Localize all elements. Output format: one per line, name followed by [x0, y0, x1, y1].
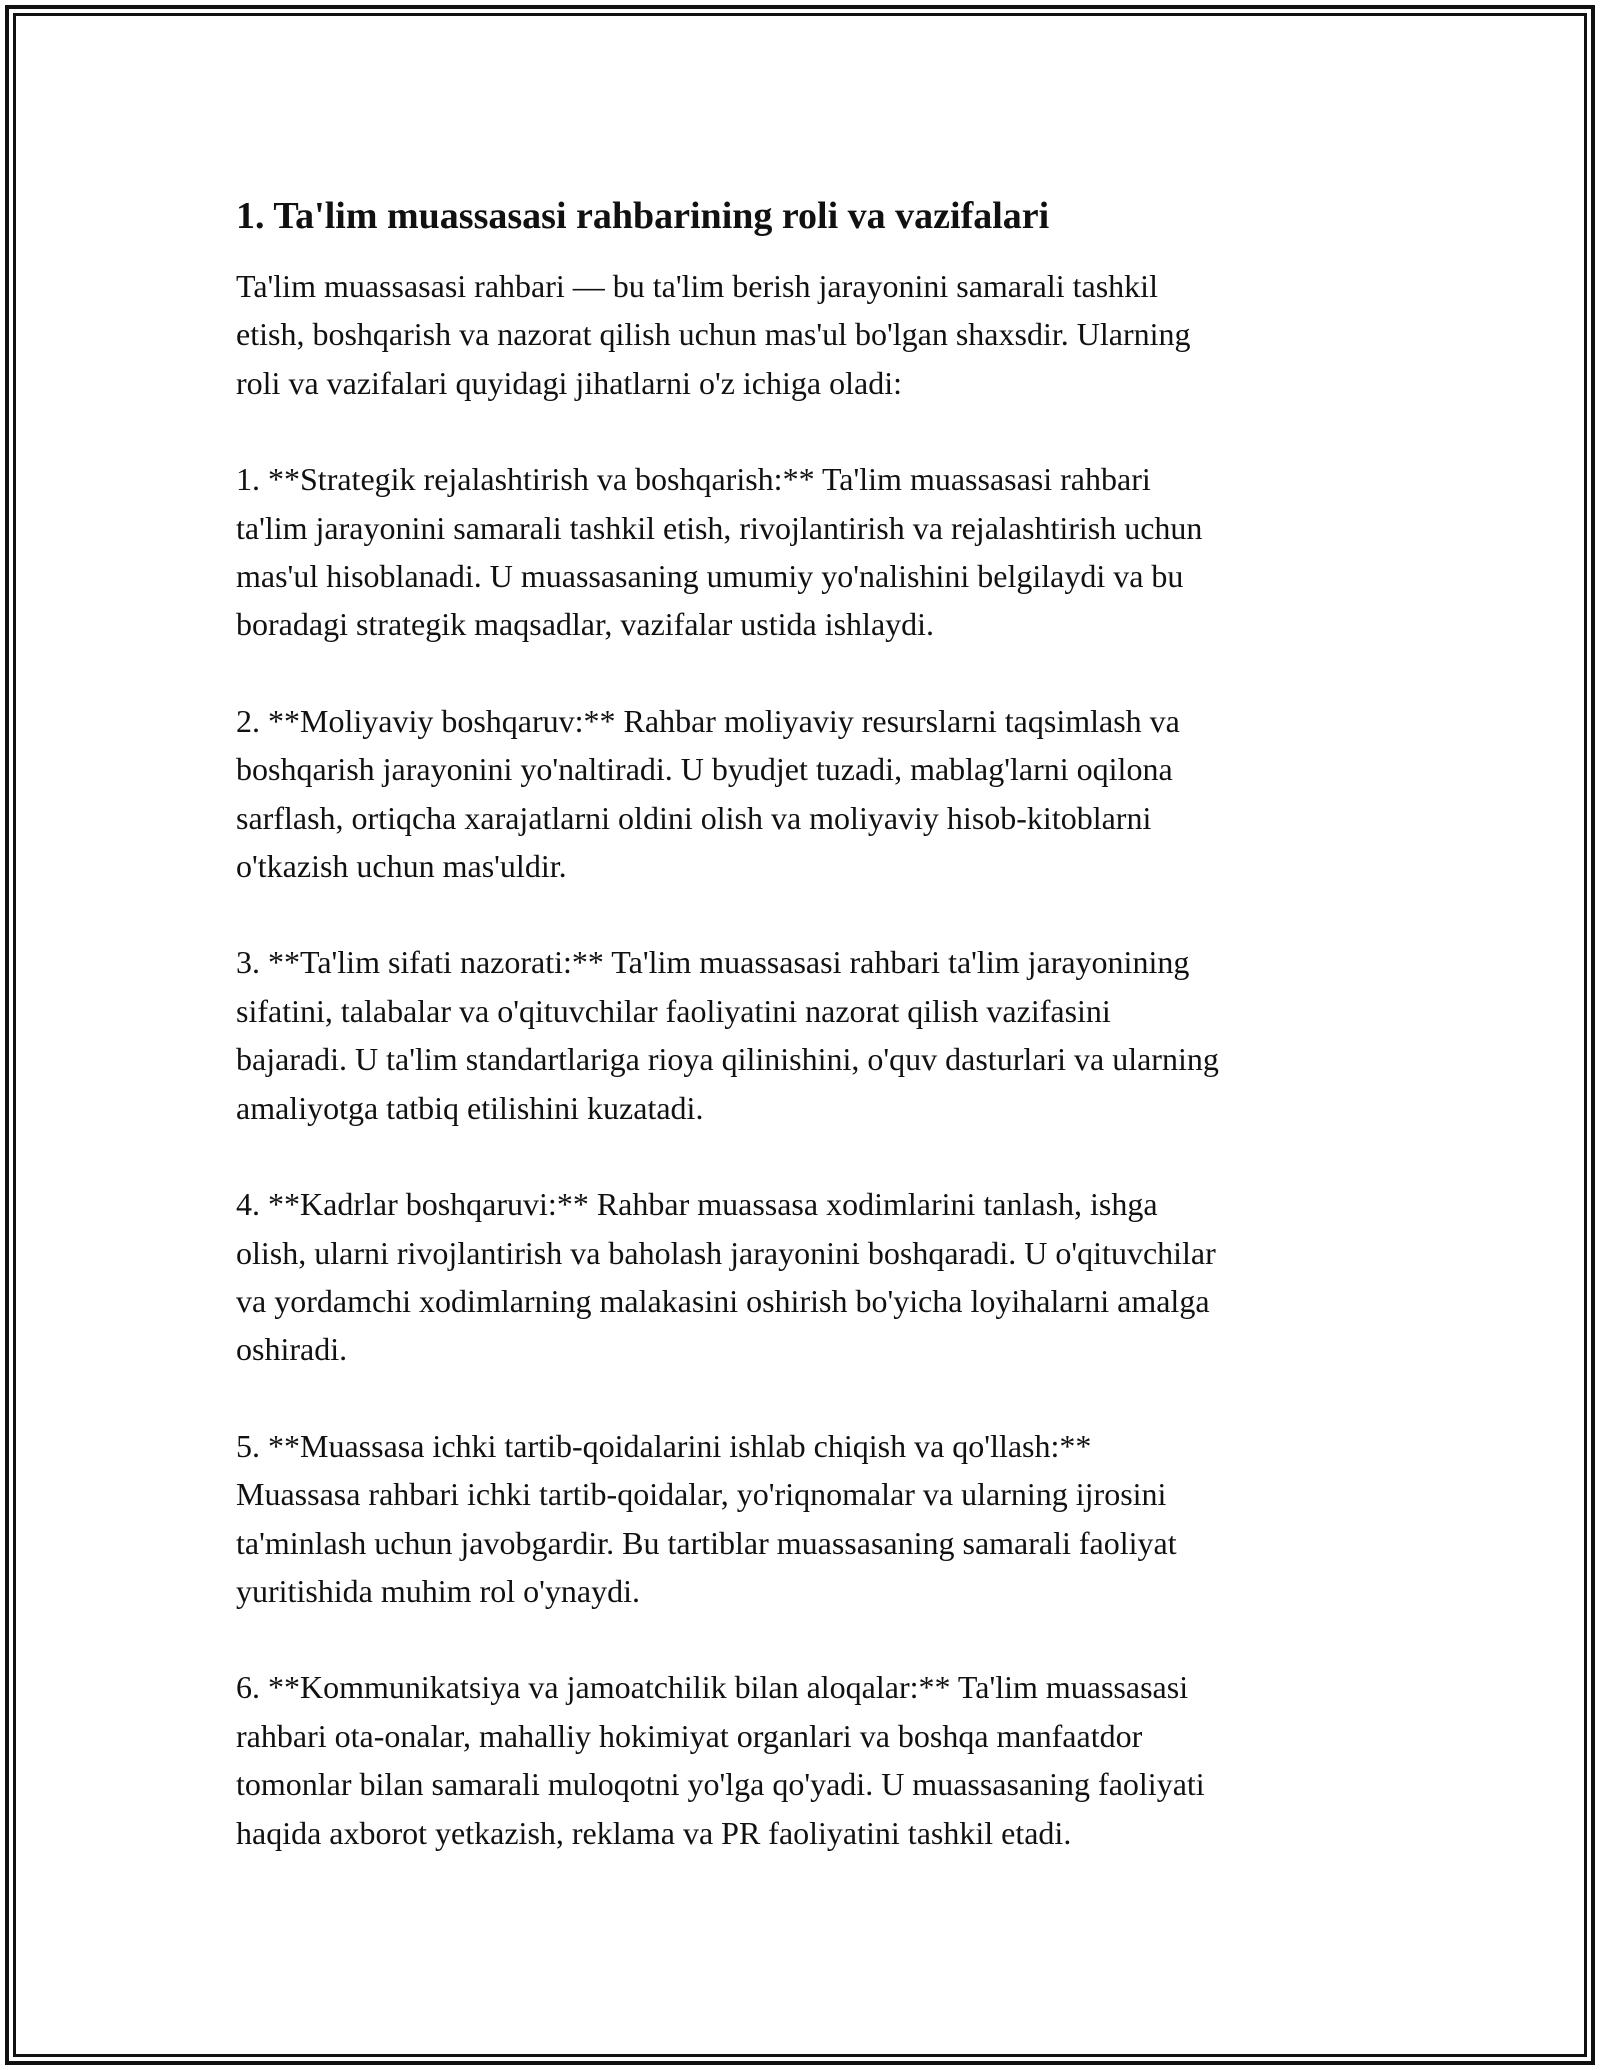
- intro-paragraph: Ta'lim muassasasi rahbari — bu ta'lim berish jarayonini samarali tashkil etish, boshqarish va nazorat qilish uchun mas'ul bo'lgan shaxsdir. Ularning roli va vazifalari quyidagi jihatlarni o'z ichiga oladi:: [236, 268, 1191, 401]
- list-item-strategic-planning: 1. **Strategik rejalashtirish va boshqarish:** Ta'lim muassasasi rahbari ta'lim jarayonini samarali tashkil etish, rivojlantirish va rejalashtirish uchun mas'ul hisoblanadi. U muassasaning umumiy yo'nalishini belgilaydi va bu boradagi strategik maqsadlar, vazifalar ustida ishlaydi.: [236, 461, 1203, 643]
- list-item-personnel-management: 4. **Kadrlar boshqaruvi:** Rahbar muassasa xodimlarini tanlash, ishga olish, ularni rivojlantirish va baholash jarayonini boshqaradi. U o'qituvchilar va yordamchi xodimlarning malakasini oshirish bo'yicha loyihalarni amalga oshiradi.: [236, 1186, 1216, 1368]
- list-item-communications: 6. **Kommunikatsiya va jamoatchilik bilan aloqalar:** Ta'lim muassasasi rahbari ota-onalar, mahalliy hokimiyat organlari va boshqa manfaatdor tomonlar bilan samarali muloqotni yo'lga qo'yadi. U muassasaning faoliyati haqida axborot yetkazish, reklama va PR faoliyatini tashkil etadi.: [236, 1669, 1205, 1851]
- document-title: 1. Ta'lim muassasasi rahbarining roli va vazifalari: [236, 195, 1050, 237]
- document-body: [236, 188, 1376, 1905]
- list-item-quality-control: 3. **Ta'lim sifati nazorati:** Ta'lim muassasasi rahbari ta'lim jarayonining sifatini, talabalar va o'qituvchilar faoliyatini nazorat qilish vazifasini bajaradi. U ta'lim standartlariga rioya qilinishini, o'quv dasturlari va ularning amaliyotga tatbiq etilishini kuzatadi.: [236, 944, 1219, 1126]
- list-item-financial-management: 2. **Moliyaviy boshqaruv:** Rahbar moliyaviy resurslarni taqsimlash va boshqarish jarayonini yo'naltiradi. U byudjet tuzadi, mablag'larni oqilona sarflash, ortiqcha xarajatlarni oldini olish va moliyaviy hisob-kitoblarni o'tkazish uchun mas'uldir.: [236, 702, 1180, 885]
- list-item-internal-rules: 5. **Muassasa ichki tartib-qoidalarini ishlab chiqish va qo'llash:** Muassasa rahbari ichki tartib-qoidalar, yo'riqnomalar va ularning ijrosini ta'minlash uchun javobgardir. Bu tartiblar muassasaning samarali faoliyat yuritishida muhim rol o'ynaydi.: [236, 1427, 1177, 1609]
